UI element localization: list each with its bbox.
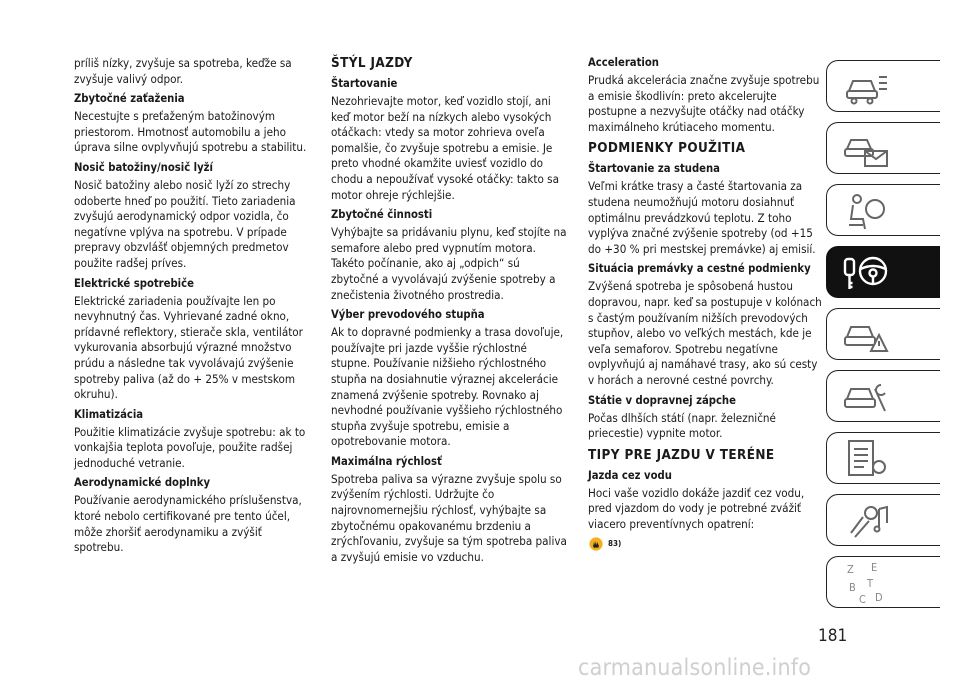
car-dashboard-icon [841, 65, 891, 109]
section-heading: Zbytočné zaťaženia [74, 92, 185, 106]
chapter-title: PODMIENKY POUŽITIA [588, 141, 746, 157]
section-text: Hoci vaše vozidlo dokáže jazdiť cez vodu, pred vjazdom do vody je potrebné zvážiť viacero preventívnych opatrení: [588, 485, 805, 531]
section-heading: Jazda cez vodu [588, 468, 672, 482]
text-column-2 [331, 56, 567, 570]
tab-index[interactable] [826, 556, 940, 608]
section-text: Necestujte s preťaženým batožinovým priestorom. Hmotnosť automobilu a jeho úprava silne ovplyvňujú spotrebu a stabilitu. [74, 109, 307, 155]
svg-text:D: D [875, 591, 883, 604]
section-heading: Státie v dopravnej zápche [588, 393, 736, 407]
section-text: Spotreba paliva sa výrazne zvyšuje spolu so zvýšením rýchlosti. Udržujte čo najrovnomernejšiu rýchlosť, vyhýbajte sa zbytočnému opakovanému brzdeniu a zrýchľovaniu, zvyšuje sa tým spotreba paliva a zvyšujú emisie vo vzduchu. [331, 471, 567, 564]
section-text: Používanie aerodynamického príslušenstva, ktoré nebolo certifikované pre tento účel, môže zhoršiť aerodynamiku a zvýšiť spotrebu. [74, 493, 302, 555]
section-text: Prudká akcelerácia značne zvyšuje spotrebu a emisie škodlivín: preto akcelerujte postupne a nezvyšujte otáčky nad otáčky maximálneho krútiaceho momentu. [588, 73, 820, 134]
section-heading: Maximálna rýchlosť [331, 454, 442, 468]
section-heading: Aerodynamické doplnky [74, 476, 211, 490]
section-heading: Nosič batožiny/nosič lyží [74, 160, 213, 174]
section-heading: Situácia premávky a cestné podmienky [588, 262, 811, 276]
tab-maintenance[interactable] [826, 370, 940, 422]
section-heading: Štartovanie [331, 77, 398, 90]
svg-text:E: E [871, 561, 878, 574]
chapter-title: ŠTÝL JAZDY [331, 56, 413, 71]
section-text: Počas dlhších státí (napr. železničné priecestie) vypnite motor. [588, 410, 776, 441]
section-heading: Výber prevodového stupňa [331, 308, 485, 322]
section-heading: Zbytočné činnosti [331, 208, 433, 222]
section-heading: Acceleration [588, 56, 659, 69]
chapter-title: TIPY PRE JAZDU V TERÉNE [588, 447, 775, 463]
warning-reference [588, 536, 824, 552]
alphabetical-index-icon [841, 561, 891, 605]
car-maintenance-icon [841, 375, 891, 419]
svg-text:Z: Z [847, 563, 854, 576]
section-heading: Klimatizácia [74, 407, 144, 421]
multimedia-icon [841, 499, 891, 543]
text-column-1 [74, 56, 310, 561]
section-text: Vyhýbajte sa pridávaniu plynu, keď stojíte na semafore alebo pred vypnutím motora. Takéto počínanie, ako aj „odpich“ sú zbytočné a vyvolávajú zvýšenie spotreby a znečistenia životného prostredia. [331, 225, 567, 302]
paragraph-continued: príliš nízky, zvyšuje sa spotreba, keďže sa zvyšuje valivý odpor. [74, 56, 292, 86]
section-heading: Štartovanie za studena [588, 162, 720, 176]
tab-car-dashboard[interactable] [826, 60, 940, 112]
tab-multimedia[interactable] [826, 494, 940, 546]
warning-hand-icon [588, 537, 604, 551]
key-steering-wheel-icon [841, 251, 891, 295]
section-text: Použitie klimatizácie zvyšuje spotrebu: ak to vonkajšia teplota povoľuje, použite radšej jednoduché vetranie. [74, 424, 306, 470]
tab-emergency[interactable] [826, 308, 940, 360]
section-text: Nezohrievajte motor, keď vozidlo stojí, ani keď motor beží na nízkych alebo vysokých otáčkach: vtedy sa motor zohrieva oveľa pomalšie, čo zvyšuje spotrebu a emisie. Je preto vhodné okamžite uviesť vozidlo do chodu a nepoužívať vysoké otáčky: takto sa motor ohreje rýchlejšie. [331, 94, 559, 202]
svg-text:B: B [849, 581, 856, 594]
warning-triangle-car-icon [841, 313, 891, 357]
page-number: 181 [818, 626, 848, 646]
svg-text:T: T [867, 577, 874, 590]
watermark: carmanualsonline.info [578, 655, 812, 681]
section-text: Elektrické zariadenia používajte len po nevyhnutný čas. Vyhrievané zadné okno, prídavné reflektory, stierače skla, ventilátor vykurovania absorbujú výrazné množstvo prúdu a následne tak vyvolávajú zvýšenie spotreby paliva (až do + 25% v mestskom okruhu). [74, 293, 303, 402]
tab-starting-driving[interactable] [826, 246, 940, 298]
tab-car-info[interactable] [826, 122, 940, 174]
car-info-envelope-icon [841, 127, 891, 171]
tab-safety[interactable] [826, 184, 940, 236]
section-text: Veľmi krátke trasy a časté štartovania za studena neumožňujú motoru dosiahnuť optimálnu prevádzkovú teplotu. Z toho vyplýva značné zvýšenie spotreby (od +15 do +30 % pri mestskej premávke) aj emisií. [588, 179, 816, 256]
section-heading: Elektrické spotrebiče [74, 276, 194, 290]
text-column-3 [588, 56, 824, 552]
technical-data-icon [841, 437, 891, 481]
tab-technical-data[interactable] [826, 432, 940, 484]
section-text: Zvýšená spotreba je spôsobená hustou dopravou, napr. keď sa postupuje v kolónach s častým používaním nižších prevodových stupňov, alebo vo veľkých mestách, kde je veľa semaforov. Spotrebu negatívne ovplyvňujú aj namáhavé trasy, ako sú cesty v horách a nerovné cestné povrchy. [588, 279, 822, 387]
warning-ref-number: 83) [608, 539, 622, 549]
section-text: Ak to dopravné podmienky a trasa dovoľuje, používajte pri jazde vyššie rýchlostné stupne. Používanie nižšieho rýchlostného stupňa na dosiahnutie výraznej akcelerácie znamená zvýšenie spotreby. Rovnako aj nevhodné používanie vyššieho rýchlostného stupňa zvyšuje spotrebu, emisie a opotrebovanie motora. [331, 325, 564, 449]
section-text: Nosič batožiny alebo nosič lyží zo strechy odoberte hneď po použití. Tieto zariadenia zvyšujú aerodynamický odpor vozidla, čo negatívne vplýva na spotrebu. V prípade prepravy obzvlášť objemných predmetov použite radšej príves. [74, 177, 296, 270]
svg-text:C: C [859, 593, 866, 605]
airbag-safety-icon [841, 189, 891, 233]
